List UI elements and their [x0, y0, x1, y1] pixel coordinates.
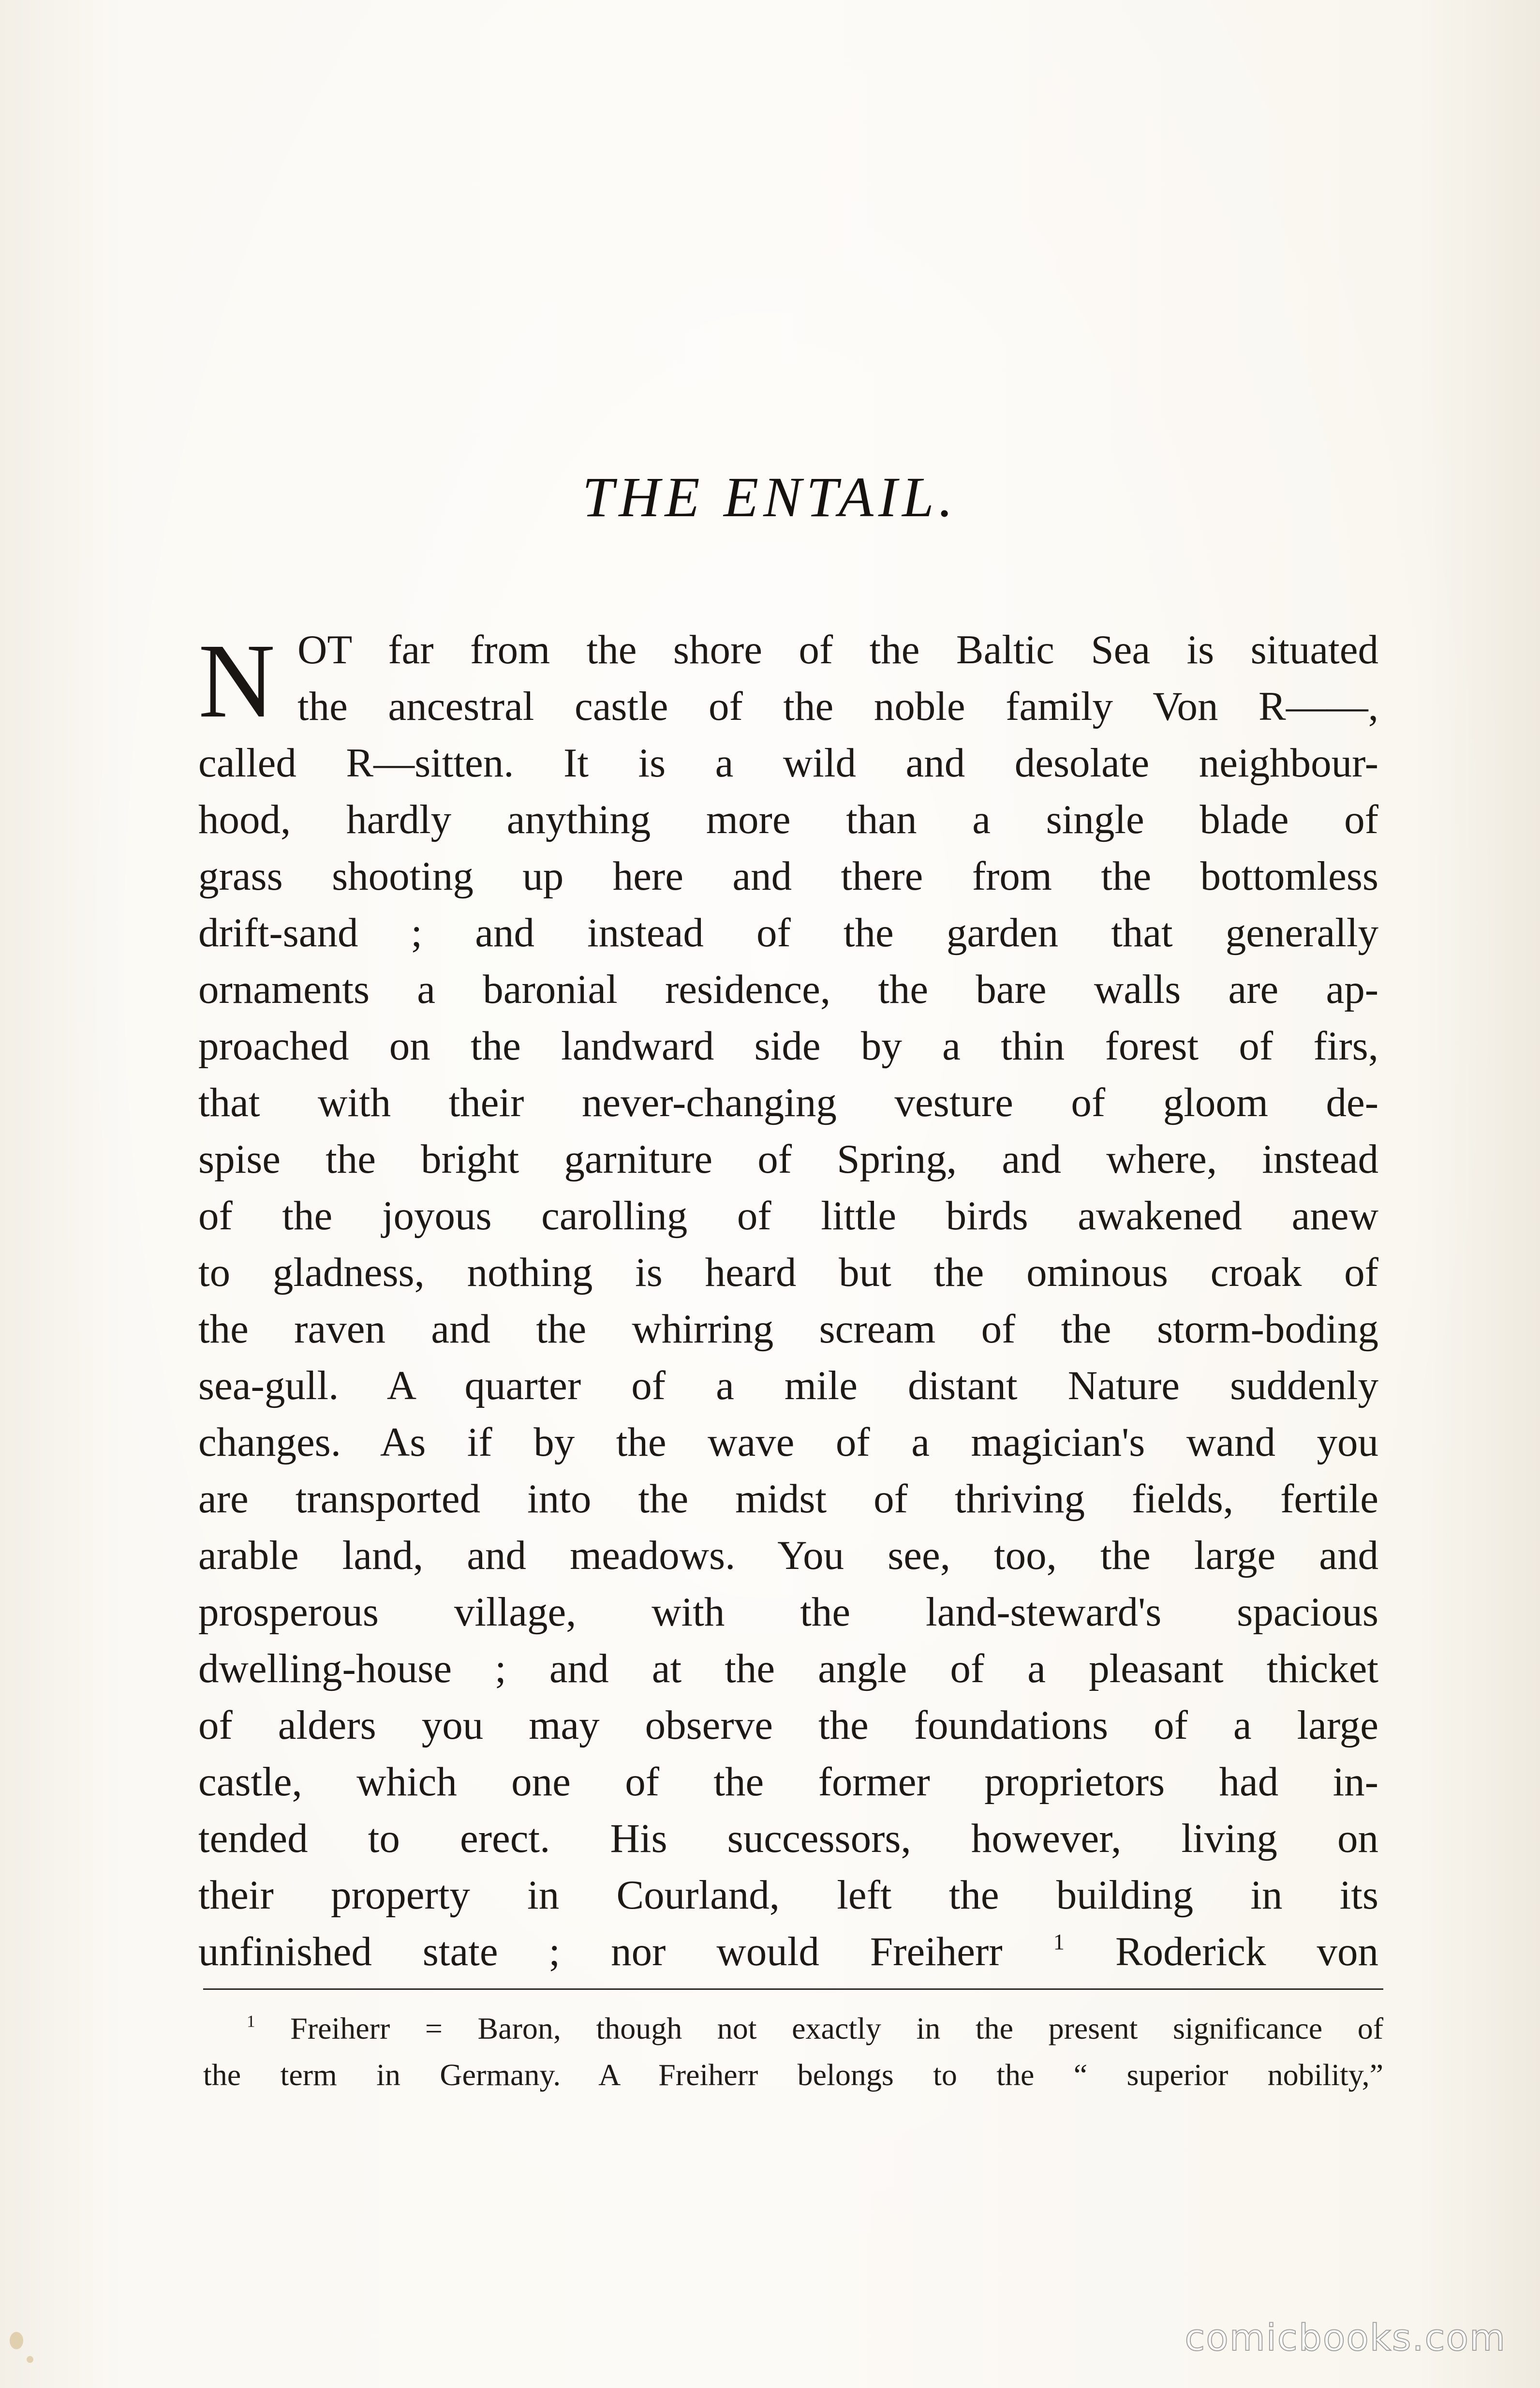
text-line: to gladness, nothing is heard but the ominous croak of	[198, 1250, 1378, 1295]
text-line: OT far from the shore of the Baltic Sea is situated	[297, 627, 1378, 672]
text-line: called R—sitten. It is a wild and desolate neighbour-	[198, 740, 1378, 786]
footnote-divider	[203, 1988, 1383, 1990]
text-line: are transported into the midst of thriving fields, fertile	[198, 1476, 1378, 1522]
text-line: of alders you may observe the foundations of a large	[198, 1702, 1378, 1748]
text-line: arable land, and meadows. You see, too, the large and	[198, 1533, 1378, 1578]
text-line: sea-gull. A quarter of a mile distant Nature suddenly	[198, 1363, 1378, 1408]
text-line: proached on the landward side by a thin forest of firs,	[198, 1023, 1378, 1069]
paper-stain	[27, 2356, 33, 2363]
text-line: ornaments a baronial residence, the bare walls are ap-	[198, 967, 1378, 1012]
text-line: castle, which one of the former proprietors had in-	[198, 1759, 1378, 1805]
footnote-mark: 1	[247, 2012, 255, 2031]
body-paragraph	[198, 622, 1378, 1980]
footnote-line: the term in Germany. A Freiherr belongs to the “ superior nobility,”	[203, 2058, 1383, 2092]
watermark: comicbooks.com	[1185, 2316, 1506, 2359]
text-fragment: Roderick von	[1115, 1929, 1378, 1974]
text-fragment: unfinished state ; nor would Freiherr	[198, 1929, 1003, 1974]
drop-cap: N	[198, 622, 275, 740]
text-line: tended to erect. His successors, however, living on	[198, 1816, 1378, 1861]
text-line: the raven and the whirring scream of the storm-boding	[198, 1306, 1378, 1352]
footnote-reference: 1	[1053, 1929, 1065, 1955]
text-line: drift-sand ; and instead of the garden that generally	[198, 910, 1378, 955]
text-line: dwelling-house ; and at the angle of a pleasant thicket	[198, 1646, 1378, 1691]
text-line-last	[198, 1924, 1378, 1980]
text-line: of the joyous carolling of little birds awakened anew	[198, 1193, 1378, 1239]
opening-lines	[198, 622, 1378, 740]
footnote-text: Freiherr = Baron, though not exactly in the present significance of	[290, 2011, 1384, 2045]
footnote	[203, 2005, 1383, 2098]
paper-stain	[10, 2332, 23, 2349]
text-line: changes. As if by the wave of a magician's wand you	[198, 1419, 1378, 1465]
text-line: that with their never-changing vesture of gloom de-	[198, 1080, 1378, 1125]
chapter-title: THE ENTAIL.	[582, 465, 958, 529]
text-line: grass shooting up here and there from the bottomless	[198, 853, 1378, 899]
text-line: hood, hardly anything more than a single blade of	[198, 797, 1378, 842]
text-line: their property in Courland, left the building in its	[198, 1872, 1378, 1918]
text-line: prosperous village, with the land-steward's spacious	[198, 1589, 1378, 1635]
text-line: the ancestral castle of the noble family Von R——,	[297, 684, 1378, 729]
footnote-line	[203, 2005, 1383, 2052]
text-line: spise the bright garniture of Spring, and where, instead	[198, 1136, 1378, 1182]
